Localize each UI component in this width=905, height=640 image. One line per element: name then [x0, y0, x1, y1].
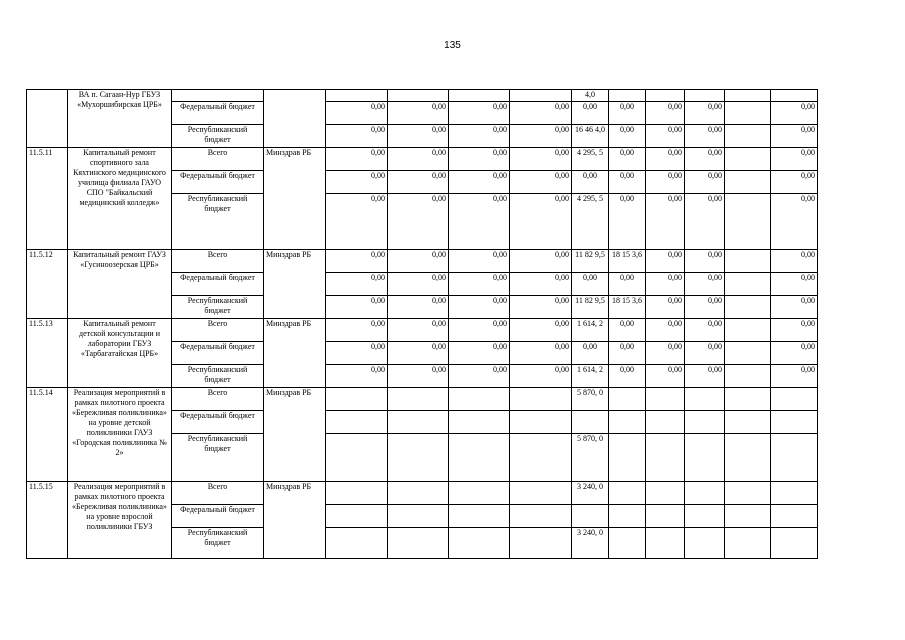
value-cell	[725, 250, 771, 273]
value-cell: 0,00	[510, 342, 572, 365]
value-cell: 0,00	[510, 194, 572, 250]
table-row	[27, 148, 880, 171]
program-table	[26, 89, 880, 559]
measure-name: Капитальный ремонт ГАУЗ «Гусиноозерская ЦРБ»	[68, 250, 172, 319]
funding-source: Федеральный бюджет	[172, 505, 264, 528]
value-cell	[510, 434, 572, 482]
value-cell	[510, 505, 572, 528]
value-cell: 0,00	[685, 171, 725, 194]
value-cell: 0,00	[388, 148, 449, 171]
executor: Минздрав РБ	[264, 250, 326, 319]
value-cell: 0,00	[771, 273, 818, 296]
value-cell	[326, 411, 388, 434]
value-cell	[609, 434, 646, 482]
row-number: 11.5.14	[27, 388, 68, 482]
value-cell: 0,00	[646, 365, 685, 388]
value-cell	[609, 90, 646, 102]
value-cell	[685, 434, 725, 482]
measure-name: Капитальный ремонт спортивного зала Кяхтинского медицинского училища филиала ГАУО СПО "Байкальский медицинский колледж»	[68, 148, 172, 250]
value-cell	[725, 125, 771, 148]
funding-source: Федеральный бюджет	[172, 411, 264, 434]
value-cell: 0,00	[609, 365, 646, 388]
value-cell	[326, 528, 388, 559]
value-cell: 0,00	[609, 171, 646, 194]
value-cell: 0,00	[771, 194, 818, 250]
value-cell	[725, 505, 771, 528]
measure-name: Капитальный ремонт детской консультации и лаборатории ГБУЗ «Тарбагатайская ЦРБ»	[68, 319, 172, 388]
value-cell: 1 614, 2	[572, 365, 609, 388]
value-cell: 0,00	[388, 102, 449, 125]
value-cell: 0,00	[685, 365, 725, 388]
value-cell: 0,00	[609, 102, 646, 125]
value-cell: 0,00	[771, 125, 818, 148]
row-number	[27, 90, 68, 148]
value-cell	[609, 482, 646, 505]
funding-source: Всего	[172, 482, 264, 505]
value-cell	[572, 505, 609, 528]
value-cell: 0,00	[771, 171, 818, 194]
value-cell: 0,00	[646, 148, 685, 171]
value-cell	[449, 482, 510, 505]
value-cell: 0,00	[326, 250, 388, 273]
value-cell	[388, 411, 449, 434]
value-cell: 0,00	[685, 194, 725, 250]
value-cell	[771, 411, 818, 434]
value-cell: 4 295, 5	[572, 148, 609, 171]
value-cell: 3 240, 0	[572, 482, 609, 505]
value-cell: 0,00	[685, 319, 725, 342]
measure-name: ВА п. Сагаан-Нур ГБУЗ «Мухоршибирская ЦРБ»	[68, 90, 172, 148]
value-cell: 5 870, 0	[572, 434, 609, 482]
value-cell: 0,00	[449, 342, 510, 365]
executor	[264, 90, 326, 148]
value-cell	[646, 90, 685, 102]
value-cell: 0,00	[771, 365, 818, 388]
measure-name: Реализация мероприятий в рамках пилотного проекта «Бережливая поликлиника» на уровне взрослой поликлиники ГБУЗ	[68, 482, 172, 559]
value-cell	[510, 388, 572, 411]
value-cell	[609, 505, 646, 528]
value-cell	[449, 411, 510, 434]
value-cell	[725, 411, 771, 434]
funding-source: Всего	[172, 250, 264, 273]
executor: Минздрав РБ	[264, 319, 326, 388]
value-cell: 0,00	[510, 319, 572, 342]
value-cell	[609, 528, 646, 559]
value-cell: 4 295, 5	[572, 194, 609, 250]
value-cell	[685, 388, 725, 411]
value-cell	[725, 388, 771, 411]
value-cell: 0,00	[685, 125, 725, 148]
value-cell: 0,00	[388, 342, 449, 365]
funding-source: Федеральный бюджет	[172, 342, 264, 365]
funding-source: Всего	[172, 388, 264, 411]
value-cell	[449, 528, 510, 559]
value-cell: 0,00	[449, 319, 510, 342]
value-cell	[449, 388, 510, 411]
value-cell: 0,00	[646, 125, 685, 148]
value-cell	[609, 411, 646, 434]
value-cell: 0,00	[388, 365, 449, 388]
value-cell: 16 46 4,0	[572, 125, 609, 148]
funding-source: Всего	[172, 319, 264, 342]
value-cell: 0,00	[510, 102, 572, 125]
value-cell: 0,00	[510, 365, 572, 388]
row-number: 11.5.11	[27, 148, 68, 250]
value-cell	[725, 194, 771, 250]
value-cell: 0,00	[646, 171, 685, 194]
value-cell	[771, 434, 818, 482]
value-cell: 0,00	[685, 296, 725, 319]
value-cell: 0,00	[572, 171, 609, 194]
value-cell: 0,00	[510, 273, 572, 296]
value-cell	[685, 90, 725, 102]
table-row	[27, 388, 880, 411]
value-cell: 0,00	[326, 273, 388, 296]
row-number: 11.5.15	[27, 482, 68, 559]
value-cell: 0,00	[326, 319, 388, 342]
value-cell: 0,00	[449, 148, 510, 171]
value-cell	[646, 528, 685, 559]
value-cell	[685, 411, 725, 434]
table-row	[27, 319, 880, 342]
value-cell	[685, 482, 725, 505]
value-cell: 0,00	[609, 342, 646, 365]
funding-source: Республиканский бюджет	[172, 365, 264, 388]
value-cell: 0,00	[449, 273, 510, 296]
value-cell: 0,00	[510, 148, 572, 171]
value-cell: 0,00	[449, 296, 510, 319]
value-cell	[388, 505, 449, 528]
value-cell	[646, 482, 685, 505]
value-cell	[725, 148, 771, 171]
value-cell: 0,00	[609, 125, 646, 148]
value-cell	[771, 505, 818, 528]
value-cell	[725, 90, 771, 102]
value-cell: 0,00	[326, 148, 388, 171]
value-cell: 0,00	[771, 296, 818, 319]
value-cell	[326, 90, 388, 102]
executor: Минздрав РБ	[264, 148, 326, 250]
value-cell	[771, 90, 818, 102]
executor: Минздрав РБ	[264, 388, 326, 482]
value-cell: 0,00	[449, 171, 510, 194]
value-cell: 0,00	[646, 296, 685, 319]
value-cell	[326, 434, 388, 482]
value-cell: 0,00	[685, 102, 725, 125]
funding-source: Всего	[172, 148, 264, 171]
value-cell	[388, 90, 449, 102]
funding-source: Республиканский бюджет	[172, 125, 264, 148]
row-number: 11.5.12	[27, 250, 68, 319]
value-cell	[449, 505, 510, 528]
value-cell: 0,00	[510, 125, 572, 148]
funding-source: Республиканский бюджет	[172, 528, 264, 559]
value-cell: 0,00	[510, 250, 572, 273]
funding-source: Федеральный бюджет	[172, 273, 264, 296]
value-cell: 0,00	[646, 194, 685, 250]
value-cell: 0,00	[326, 365, 388, 388]
value-cell: 0,00	[771, 319, 818, 342]
value-cell	[725, 296, 771, 319]
value-cell: 0,00	[646, 273, 685, 296]
value-cell	[725, 171, 771, 194]
value-cell: 0,00	[646, 250, 685, 273]
value-cell	[326, 505, 388, 528]
value-cell	[725, 482, 771, 505]
value-cell	[449, 90, 510, 102]
value-cell	[388, 388, 449, 411]
value-cell: 0,00	[510, 296, 572, 319]
value-cell: 0,00	[449, 194, 510, 250]
value-cell: 0,00	[685, 273, 725, 296]
value-cell: 5 870, 0	[572, 388, 609, 411]
value-cell	[725, 102, 771, 125]
value-cell	[572, 411, 609, 434]
funding-source	[172, 90, 264, 102]
value-cell	[510, 90, 572, 102]
value-cell: 11 82 9,5	[572, 250, 609, 273]
value-cell: 0,00	[449, 250, 510, 273]
value-cell: 0,00	[388, 194, 449, 250]
funding-source: Федеральный бюджет	[172, 102, 264, 125]
value-cell: 0,00	[609, 273, 646, 296]
value-cell	[646, 388, 685, 411]
funding-source: Республиканский бюджет	[172, 434, 264, 482]
value-cell: 0,00	[771, 148, 818, 171]
value-cell: 3 240, 0	[572, 528, 609, 559]
value-cell: 0,00	[646, 102, 685, 125]
row-number: 11.5.13	[27, 319, 68, 388]
value-cell	[725, 528, 771, 559]
executor: Минздрав РБ	[264, 482, 326, 559]
value-cell	[771, 528, 818, 559]
table-row	[27, 90, 880, 102]
value-cell	[771, 482, 818, 505]
value-cell: 0,00	[388, 171, 449, 194]
value-cell	[510, 482, 572, 505]
value-cell	[685, 528, 725, 559]
value-cell	[388, 482, 449, 505]
value-cell: 0,00	[449, 125, 510, 148]
value-cell	[725, 342, 771, 365]
value-cell: 0,00	[388, 125, 449, 148]
value-cell	[609, 388, 646, 411]
funding-source: Федеральный бюджет	[172, 171, 264, 194]
value-cell: 0,00	[388, 250, 449, 273]
value-cell: 0,00	[326, 296, 388, 319]
value-cell: 0,00	[609, 148, 646, 171]
value-cell	[725, 434, 771, 482]
value-cell	[388, 434, 449, 482]
value-cell: 0,00	[572, 273, 609, 296]
value-cell: 11 82 9,5	[572, 296, 609, 319]
value-cell	[646, 434, 685, 482]
value-cell: 0,00	[771, 342, 818, 365]
value-cell: 0,00	[685, 250, 725, 273]
value-cell: 0,00	[449, 365, 510, 388]
value-cell: 1 614, 2	[572, 319, 609, 342]
value-cell: 0,00	[388, 319, 449, 342]
table-row	[27, 482, 880, 505]
value-cell	[646, 411, 685, 434]
value-cell	[646, 505, 685, 528]
value-cell: 0,00	[771, 250, 818, 273]
value-cell: 18 15 3,6	[609, 296, 646, 319]
value-cell	[771, 388, 818, 411]
value-cell: 0,00	[609, 194, 646, 250]
table-row	[27, 250, 880, 273]
value-cell	[510, 528, 572, 559]
value-cell: 0,00	[388, 296, 449, 319]
value-cell: 0,00	[326, 102, 388, 125]
value-cell: 0,00	[326, 342, 388, 365]
value-cell	[725, 365, 771, 388]
page-number: 135	[444, 40, 461, 51]
value-cell: 0,00	[510, 171, 572, 194]
value-cell	[510, 411, 572, 434]
value-cell	[326, 388, 388, 411]
funding-source: Республиканский бюджет	[172, 194, 264, 250]
value-cell: 0,00	[572, 342, 609, 365]
value-cell: 0,00	[646, 342, 685, 365]
value-cell	[725, 273, 771, 296]
value-cell	[388, 528, 449, 559]
value-cell: 0,00	[771, 102, 818, 125]
value-cell: 0,00	[685, 148, 725, 171]
value-cell: 4,0	[572, 90, 609, 102]
value-cell	[725, 319, 771, 342]
measure-name: Реализация мероприятий в рамках пилотного проекта «Бережливая поликлиника» на уровне детской поликлиники ГАУЗ «Городская поликлиника № 2»	[68, 388, 172, 482]
value-cell: 0,00	[326, 125, 388, 148]
value-cell: 0,00	[572, 102, 609, 125]
value-cell: 0,00	[326, 171, 388, 194]
funding-source: Республиканский бюджет	[172, 296, 264, 319]
value-cell: 0,00	[685, 342, 725, 365]
value-cell	[326, 482, 388, 505]
value-cell: 18 15 3,6	[609, 250, 646, 273]
value-cell	[685, 505, 725, 528]
value-cell: 0,00	[646, 319, 685, 342]
value-cell: 0,00	[388, 273, 449, 296]
value-cell: 0,00	[449, 102, 510, 125]
value-cell: 0,00	[609, 319, 646, 342]
value-cell: 0,00	[326, 194, 388, 250]
value-cell	[449, 434, 510, 482]
